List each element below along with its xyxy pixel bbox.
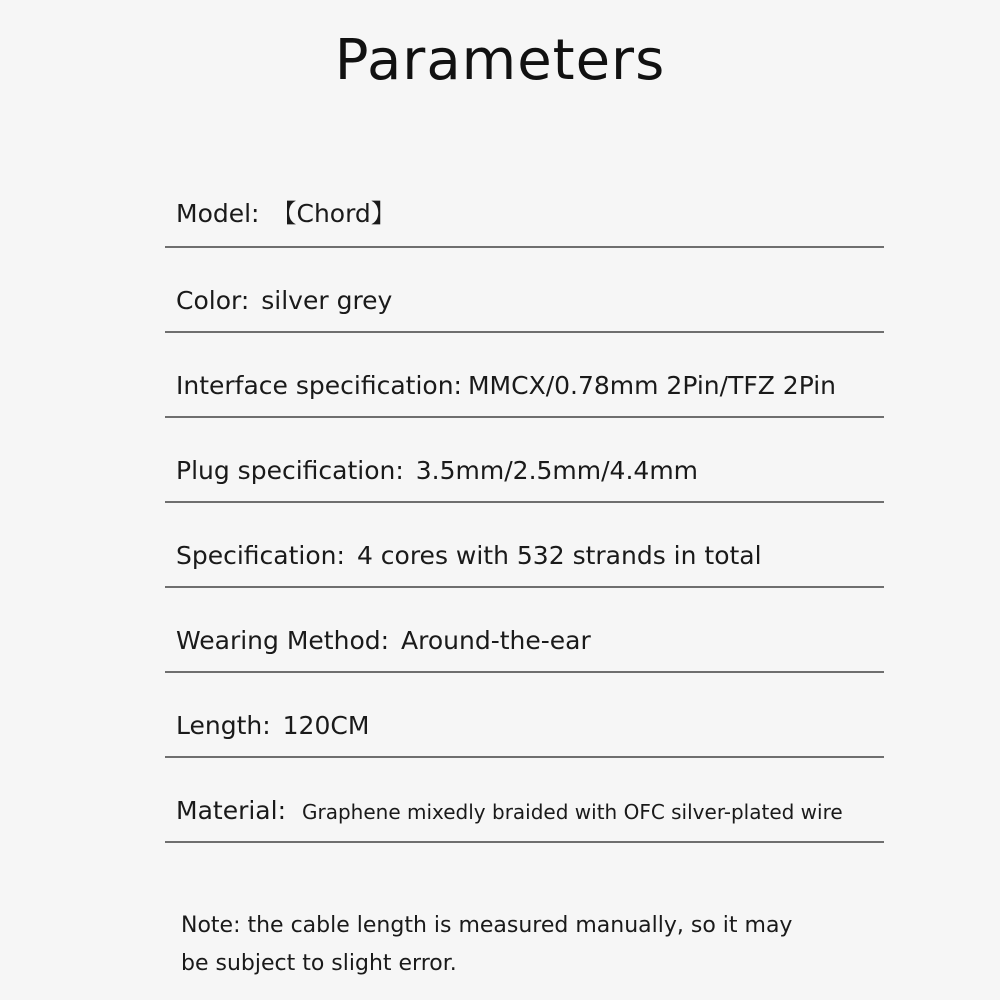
param-label-color: Color: — [176, 286, 250, 315]
param-value-specification: 4 cores with 532 strands in total — [356, 541, 762, 570]
param-value-material: Graphene mixedly braided with OFC silver-plated wire — [302, 800, 843, 824]
param-label-model: Model: — [176, 199, 260, 228]
param-value-length: 120CM — [282, 711, 370, 740]
param-value-color: silver grey — [261, 286, 393, 315]
param-row-color — [165, 248, 884, 333]
param-value-model: 【Chord】 — [271, 199, 396, 228]
param-value-plug: 3.5mm/2.5mm/4.4mm — [415, 456, 699, 485]
parameters-list — [165, 163, 884, 843]
param-label-length: Length: — [176, 711, 271, 740]
param-row-plug — [165, 418, 884, 503]
param-row-material — [165, 758, 884, 843]
page-title: Parameters — [334, 28, 666, 93]
param-row-specification — [165, 503, 884, 588]
note-text — [181, 907, 881, 983]
param-label-specification: Specification: — [176, 541, 345, 570]
param-label-material: Material: — [176, 796, 286, 825]
param-label-plug: Plug specification: — [176, 456, 404, 485]
param-value-wearing: Around-the-ear — [401, 626, 591, 655]
param-label-wearing: Wearing Method: — [176, 626, 390, 655]
param-value-interface: MMCX/0.78mm 2Pin/TFZ 2Pin — [467, 371, 837, 400]
param-row-interface — [165, 333, 884, 418]
note-line-2: be subject to slight error. — [181, 951, 457, 976]
param-row-wearing — [165, 588, 884, 673]
param-row-model — [165, 163, 884, 248]
param-label-interface: Interface specification: — [176, 371, 462, 400]
note-line-1: Note: the cable length is measured manually, so it may — [181, 913, 793, 938]
param-row-length — [165, 673, 884, 758]
